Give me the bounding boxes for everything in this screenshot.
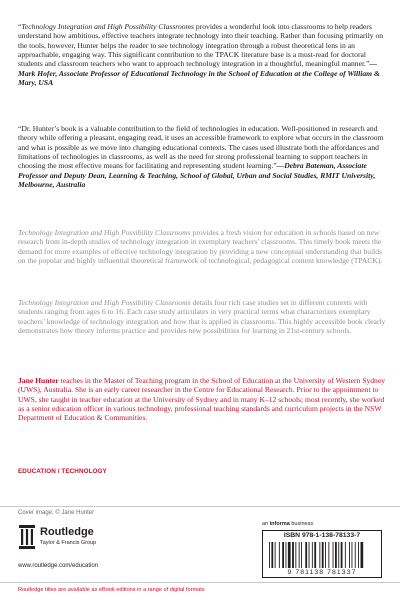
barcode-number: 9 781138 781337 [287,569,357,576]
publisher-name: Routledge [40,526,94,538]
routledge-column-icon [18,524,36,550]
description-book-title: Technology Integration and High Possibility Classrooms [18,298,191,307]
endorsement-source: —Mark Hofer, Associate Professor of Educational Technology in the School of Education at the College of William & Mary, USA [18,59,380,88]
informa-brand: informa [269,521,290,527]
barcode-icon [267,542,377,568]
endorsement-text: provides a wonderful look into classrooms to help readers understand how ambitious, effective teachers integrate technology into their teaching. Rather than focusing primarily on the tools, however, Hunter helps the reader to see technology integration through a robust theoretical lens in an approachable, engaging way. This significant contribution to the TPACK literature base is a must-read for doctoral students and classroom teachers who want to approach technology integration in a thoughtful, meaningful manner.” [18,22,384,69]
author-bio [18,376,388,423]
isbn-barcode-box [262,530,382,578]
description-text: details four rich case studies set in different contexts with students ranging from ages 6 to 16. Each case study articulates in very practical terms what characterizes exemplary teachers’ knowledge of technology integration and how that is applied in classrooms. This highly accessible book clearly demonstrates how theory informs practice and provides new possibilities for learning in 21st-century schools. [18,298,386,336]
publisher-group: Taylor & Francis Group [40,540,97,546]
imprint-prefix: an [262,521,270,527]
imprint-suffix: business [289,521,314,527]
subject-category: EDUCATION / TECHNOLOGY [18,468,107,475]
publisher-url: www.routledge.com/education [18,563,99,569]
endorsement-hofer [18,22,388,87]
informa-imprint [262,521,313,527]
description-paragraph-2 [18,298,388,335]
author-name: Jane Hunter [18,376,59,385]
description-paragraph-1 [18,228,388,265]
ebook-note: Routledge titles are available as eBook editions in a range of digital formats [18,587,205,593]
divider [0,506,400,507]
endorsement-bateman [18,124,388,189]
endorsement-text: “Dr. Hunter’s book is a valuable contribution to the field of technologies in education. Well-positioned in research and theory while offering a pleasant, engaging read, it uses an accessible framework to explore what occurs in the classroom and what is possible as we move into changing educational contexts. The cases used illustrate both the affordances and limitations of technologies in classrooms, as well as the need for strong professional learning to support teachers in choosing the most effective means for facilitating and representing student learning.” [18,124,384,171]
endorsement-open-quote: “ [18,22,22,31]
publisher-logo [18,524,178,564]
description-text: provides a fresh vision for education in schools based on new research from in-depth studies of technology integration in exemplary teachers’ classrooms. This timely book meets the demand for more examples of effective technology integration by providing a new conceptual understanding that builds on the popular and highly influential theoretical framework of technological, pedagogical content knowledge (TPACK). [18,228,383,266]
endorsement-source: —Debra Bateman, Associate Professor and Deputy Dean, Learning & Teaching, School of Global, Urban and Social Studies, RMIT University, Melbourne, Australia [18,161,376,190]
isbn-label: ISBN 978-1-138-78133-7 [283,532,361,539]
author-bio-text: teaches in the Master of Teaching program in the School of Education at the University of Western Sydney (UWS), Australia. She is an early career researcher in the Centre for Educational Research. Prior to the appointment to UWS, she taught in teacher education at the University of Sydney and in many K–12 schools; most recently, she worked as a senior education officer in various technology, professional teaching standards and curriculum projects in the NSW Department of Education & Communities. [18,376,386,423]
cover-credit: Cover image: © Jane Hunter [18,510,95,516]
description-book-title: Technology Integration and High Possibility Classrooms [18,228,191,237]
endorsement-book-title: Technology Integration and High Possibility Classrooms [21,22,194,31]
divider [0,582,400,583]
